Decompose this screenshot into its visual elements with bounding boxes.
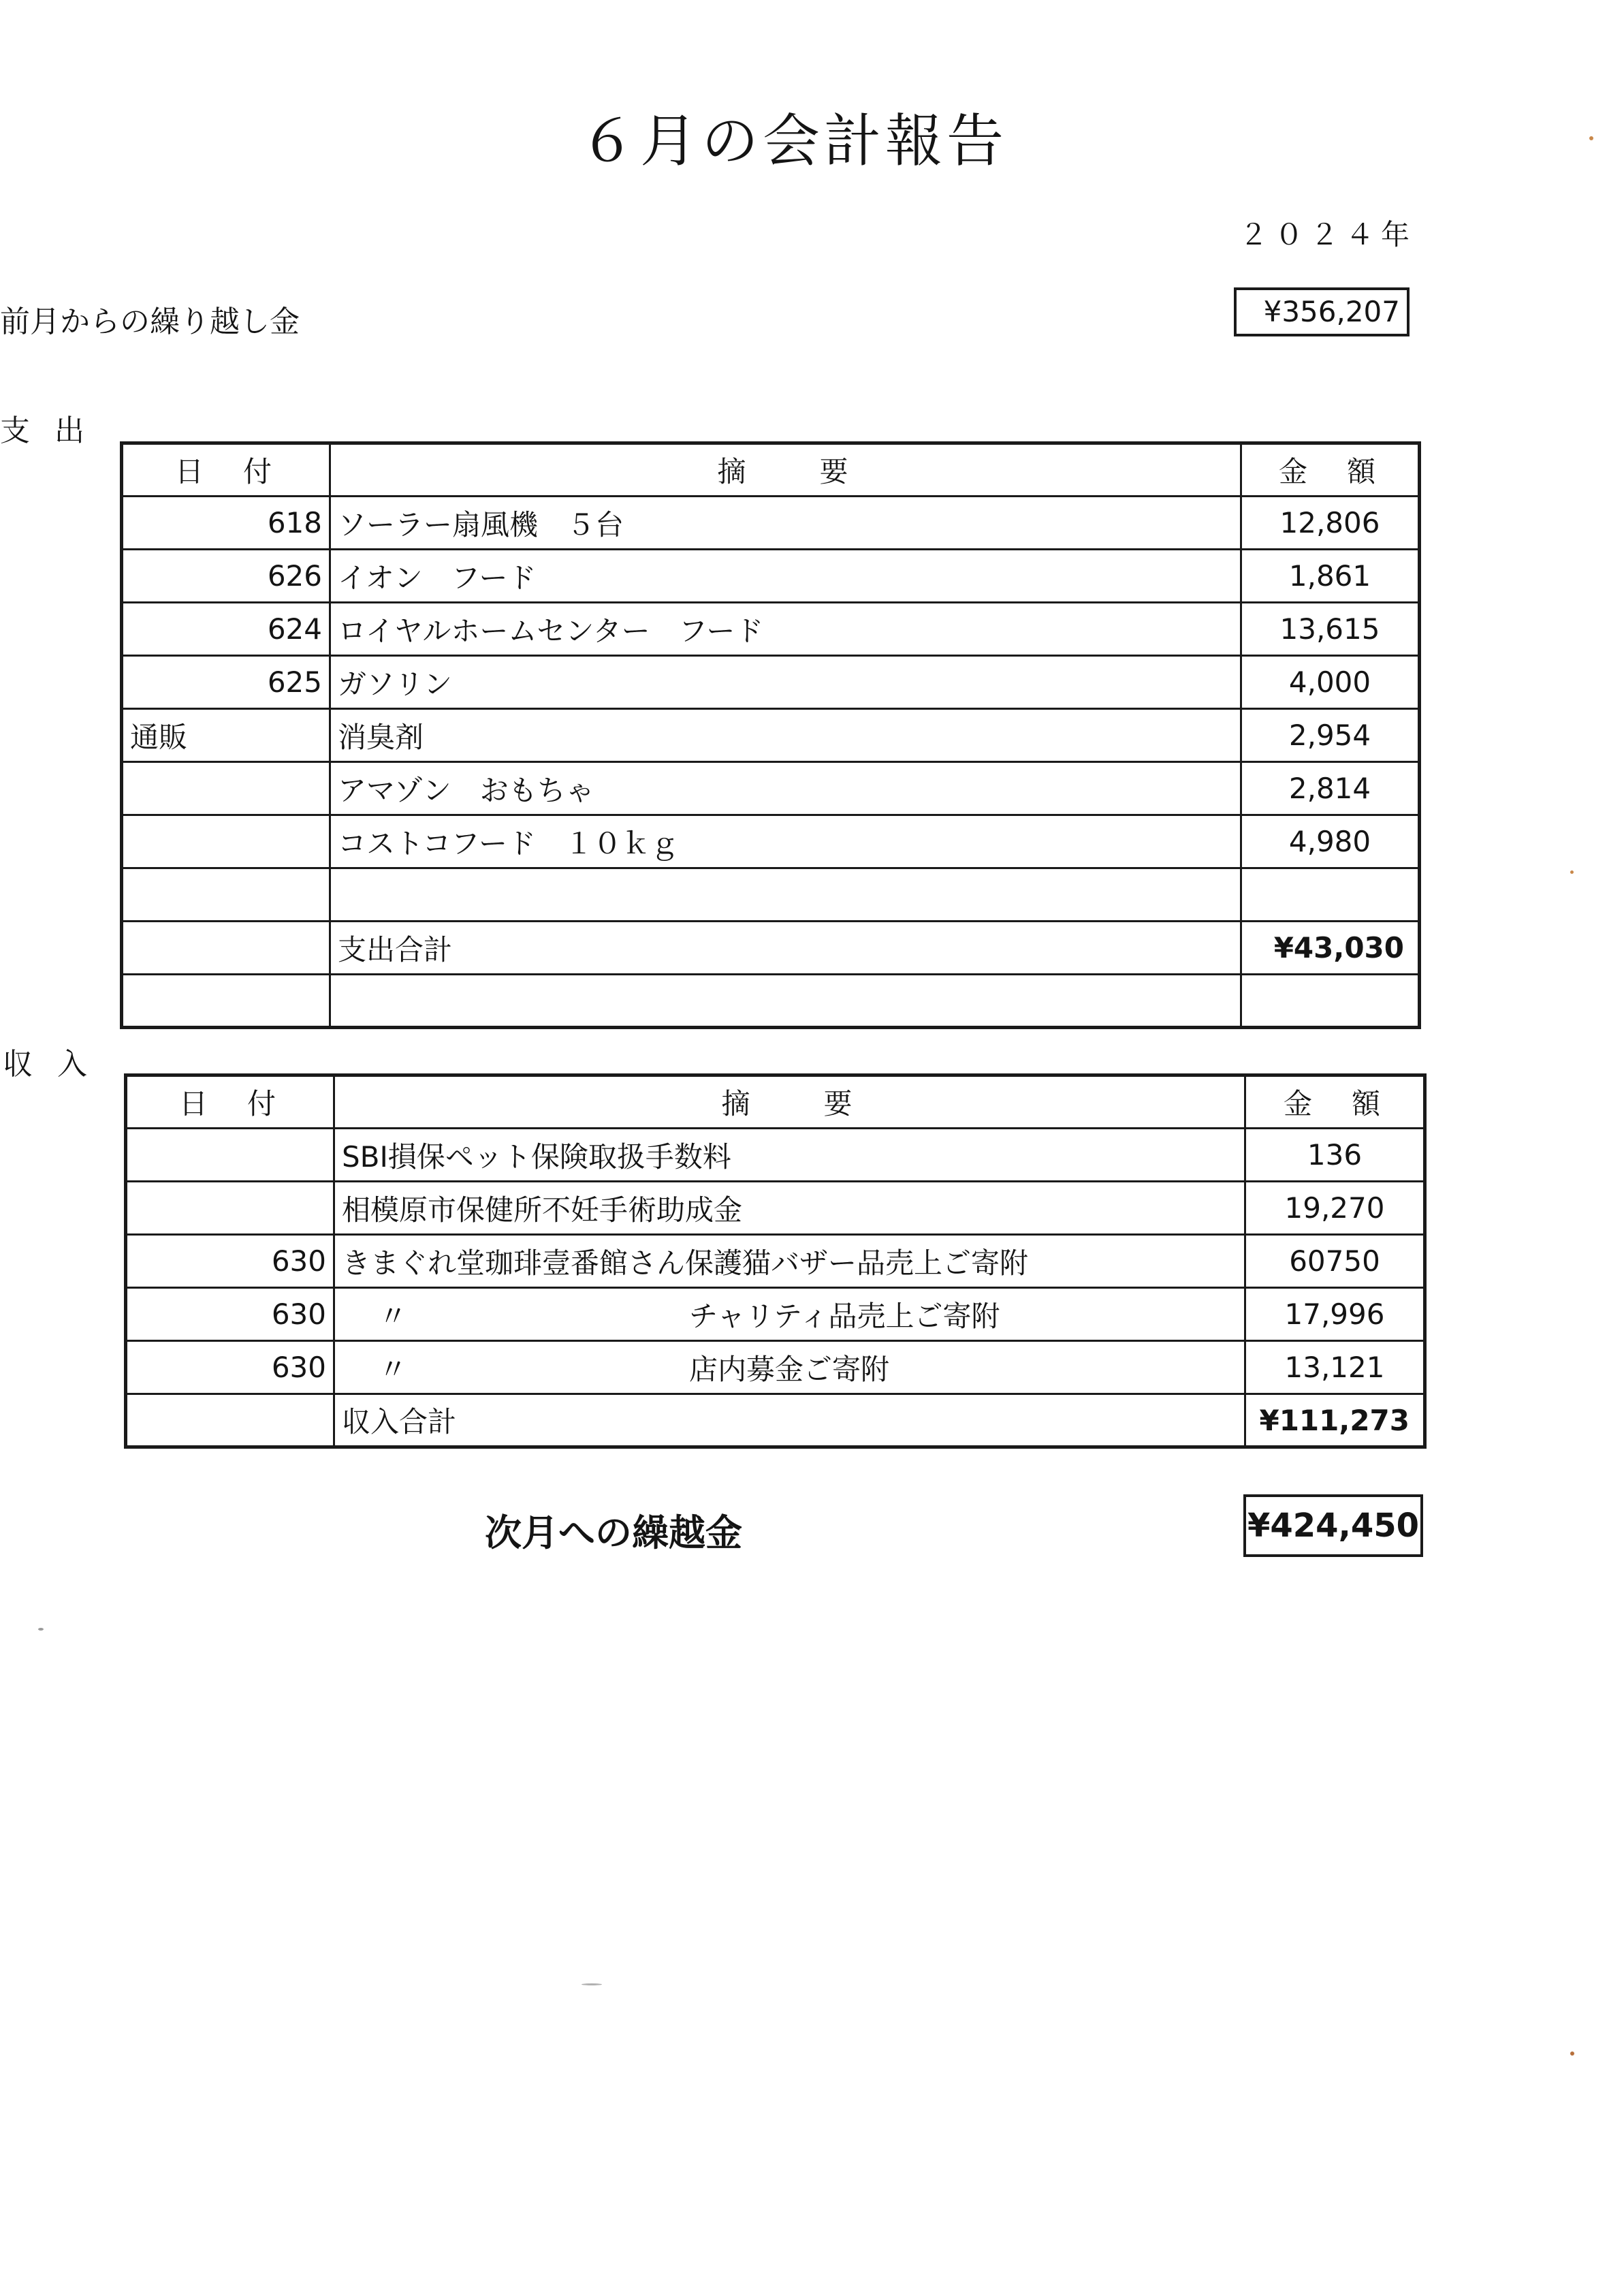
table-row — [122, 815, 1420, 868]
expense-description: コストコフード １０ｋｇ — [330, 815, 1241, 868]
empty-cell — [1241, 975, 1420, 1028]
income-total-value: ¥111,273 — [1245, 1394, 1425, 1447]
table-row — [126, 1341, 1425, 1394]
income-header-row — [126, 1075, 1425, 1129]
table-row — [126, 1235, 1425, 1288]
income-date — [126, 1129, 334, 1182]
table-row — [122, 656, 1420, 709]
empty-cell — [122, 975, 330, 1028]
income-description — [334, 1341, 1245, 1394]
expense-date: 624 — [122, 603, 330, 656]
income-table — [124, 1073, 1427, 1449]
income-total-row — [126, 1394, 1425, 1447]
ditto-mark: 〃 — [378, 1352, 407, 1386]
income-description — [334, 1288, 1245, 1341]
income-date: 630 — [126, 1288, 334, 1341]
expense-date: 618 — [122, 497, 330, 550]
expense-amount: 2,954 — [1241, 709, 1420, 762]
scan-speck — [38, 1628, 44, 1631]
income-amount: 60750 — [1245, 1235, 1425, 1288]
expense-amount — [1241, 868, 1420, 922]
expenses-header-row — [122, 443, 1420, 497]
income-amount: 17,996 — [1245, 1288, 1425, 1341]
scan-speck — [582, 1983, 602, 1985]
table-row — [126, 1182, 1425, 1235]
income-amount: 13,121 — [1245, 1341, 1425, 1394]
income-date — [126, 1182, 334, 1235]
expenses-total-label: 支出合計 — [330, 922, 1241, 975]
table-row — [122, 603, 1420, 656]
ditto-mark: 〃 — [378, 1299, 407, 1333]
expenses-total-value: ¥43,030 — [1241, 922, 1420, 975]
expense-amount: 4,000 — [1241, 656, 1420, 709]
income-amount: 136 — [1245, 1129, 1425, 1182]
expense-description: ガソリン — [330, 656, 1241, 709]
expenses-desc-header: 摘 要 — [330, 443, 1241, 497]
expense-description: ロイヤルホームセンター フード — [330, 603, 1241, 656]
income-section-label: 収入 — [3, 1047, 112, 1082]
expense-amount: 2,814 — [1241, 762, 1420, 815]
expenses-amount-header: 金 額 — [1241, 443, 1420, 497]
table-row — [122, 497, 1420, 550]
expense-date: 通販 — [122, 709, 330, 762]
scan-speck — [1589, 136, 1593, 140]
table-row — [122, 868, 1420, 922]
income-date: 630 — [126, 1235, 334, 1288]
page-title: ６月の会計報告 — [578, 108, 1008, 174]
expense-date — [122, 762, 330, 815]
income-total-date — [126, 1394, 334, 1447]
income-date: 630 — [126, 1341, 334, 1394]
expense-amount: 1,861 — [1241, 550, 1420, 603]
expense-date — [122, 815, 330, 868]
table-row — [126, 1129, 1425, 1182]
income-total-label: 収入合計 — [334, 1394, 1245, 1447]
expenses-date-header: 日 付 — [122, 443, 330, 497]
expenses-section-label: 支出 — [0, 413, 109, 448]
table-row — [122, 709, 1420, 762]
expense-amount: 12,806 — [1241, 497, 1420, 550]
table-row — [122, 975, 1420, 1028]
expense-description: イオン フード — [330, 550, 1241, 603]
carry-over-value: ¥356,207 — [1234, 287, 1410, 336]
expense-amount: 4,980 — [1241, 815, 1420, 868]
expense-date — [122, 868, 330, 922]
income-date-header: 日 付 — [126, 1075, 334, 1129]
expense-description: アマゾン おもちゃ — [330, 762, 1241, 815]
income-amount-header: 金 額 — [1245, 1075, 1425, 1129]
income-description: 相模原市保健所不妊手術助成金 — [334, 1182, 1245, 1235]
expenses-total-row — [122, 922, 1420, 975]
income-description-text: 店内募金ご寄附 — [689, 1352, 890, 1386]
next-month-value: ¥424,450 — [1243, 1494, 1423, 1557]
empty-cell — [330, 975, 1241, 1028]
table-row — [122, 762, 1420, 815]
expense-total-date — [122, 922, 330, 975]
expense-date: 626 — [122, 550, 330, 603]
expense-amount: 13,615 — [1241, 603, 1420, 656]
income-description: SBI損保ペット保険取扱手数料 — [334, 1129, 1245, 1182]
income-desc-header: 摘 要 — [334, 1075, 1245, 1129]
next-month-label: 次月への繰越金 — [485, 1511, 742, 1554]
scan-speck — [1570, 870, 1574, 874]
scan-speck — [1570, 2051, 1574, 2056]
report-year: ２０２４年 — [1239, 218, 1417, 251]
expense-description — [330, 868, 1241, 922]
carry-over-label: 前月からの繰り越し金 — [0, 304, 300, 339]
expenses-table — [120, 441, 1421, 1029]
expense-description: 消臭剤 — [330, 709, 1241, 762]
table-row — [126, 1288, 1425, 1341]
income-amount: 19,270 — [1245, 1182, 1425, 1235]
expense-date: 625 — [122, 656, 330, 709]
table-row — [122, 550, 1420, 603]
expense-description: ソーラー扇風機 ５台 — [330, 497, 1241, 550]
income-description: きまぐれ堂珈琲壹番館さん保護猫バザー品売上ご寄附 — [334, 1235, 1245, 1288]
income-description-text: チャリティ品売上ご寄附 — [689, 1299, 1000, 1333]
